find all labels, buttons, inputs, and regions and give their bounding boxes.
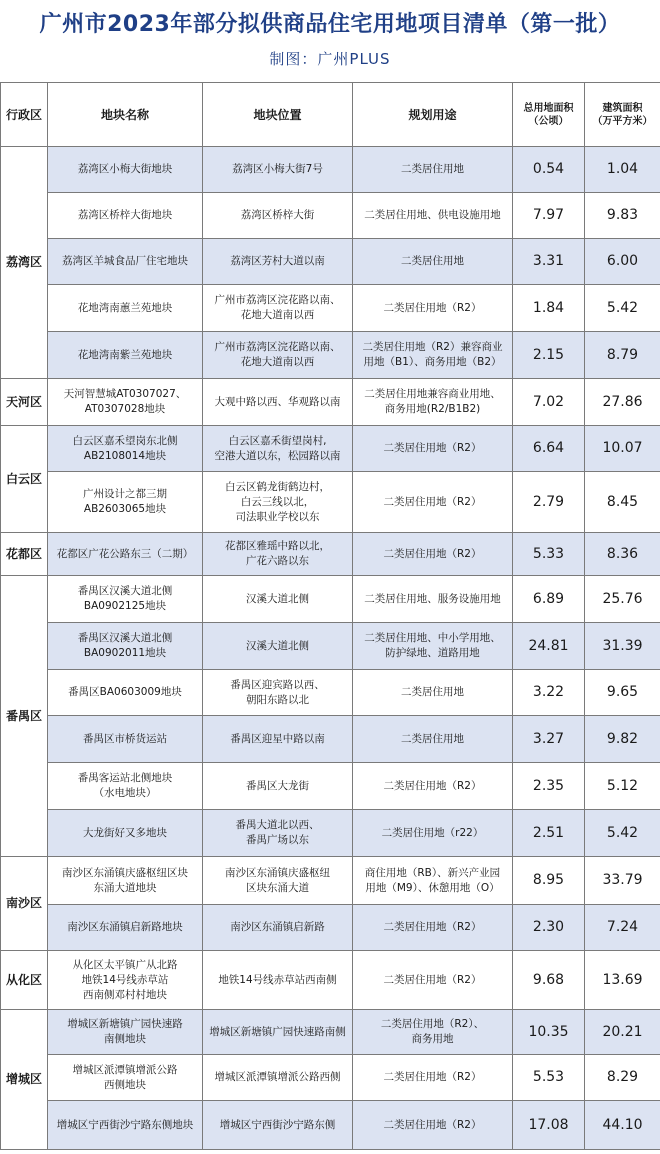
- plot-name-cell: 番禺区BA0603009地块: [48, 670, 203, 716]
- floor-area-cell: 5.42: [585, 810, 660, 857]
- plot-name-cell: 荔湾区小梅大街地块: [48, 147, 203, 193]
- plot-name-cell: 花地湾南蕙兰苑地块: [48, 285, 203, 332]
- district-cell: 白云区: [1, 426, 48, 533]
- planned-usage-cell: 二类居住用地（R2）: [353, 285, 513, 332]
- total-area-cell: 6.89: [513, 576, 585, 623]
- plot-location-cell: 广州市荔湾区浣花路以南、 花地大道南以西: [203, 332, 353, 379]
- planned-usage-cell: 二类居住用地（r22）: [353, 810, 513, 857]
- planned-usage-cell: 二类居住用地（R2）: [353, 1101, 513, 1150]
- header-planned-usage: 规划用途: [353, 83, 513, 147]
- planned-usage-cell: 二类居住用地、服务设施用地: [353, 576, 513, 623]
- table-body: [1, 147, 660, 1150]
- total-area-cell: 1.84: [513, 285, 585, 332]
- plot-location-cell: 南沙区东涌镇启新路: [203, 905, 353, 951]
- header-plot-name: 地块名称: [48, 83, 203, 147]
- district-cell: 番禺区: [1, 576, 48, 857]
- table-row: [1, 623, 660, 670]
- floor-area-cell: 8.36: [585, 533, 660, 576]
- district-cell: 增城区: [1, 1010, 48, 1150]
- planned-usage-cell: 二类居住用地、供电设施用地: [353, 193, 513, 239]
- plot-name-cell: 广州设计之都三期 AB2603065地块: [48, 472, 203, 533]
- plot-location-cell: 白云区嘉禾街望岗村, 空港大道以东，松园路以南: [203, 426, 353, 472]
- table-row: [1, 147, 660, 193]
- plot-location-cell: 荔湾区芳村大道以南: [203, 239, 353, 285]
- plot-name-cell: 大龙街好又多地块: [48, 810, 203, 857]
- table-row: [1, 905, 660, 951]
- plot-location-cell: 番禺区大龙街: [203, 763, 353, 810]
- total-area-cell: 7.02: [513, 379, 585, 426]
- table-row: [1, 810, 660, 857]
- planned-usage-cell: 二类居住用地（R2）、 商务用地: [353, 1010, 513, 1055]
- district-cell: 天河区: [1, 379, 48, 426]
- table-row: [1, 533, 660, 576]
- plot-location-cell: 荔湾区桥梓大街: [203, 193, 353, 239]
- plot-location-cell: 增城区宁西街沙宁路东侧: [203, 1101, 353, 1150]
- total-area-cell: 2.79: [513, 472, 585, 533]
- floor-area-cell: 7.24: [585, 905, 660, 951]
- plot-location-cell: 番禺区迎宾路以西、 朝阳东路以北: [203, 670, 353, 716]
- plot-name-cell: 从化区太平镇广从北路 地铁14号线赤草站 西南侧邓村村地块: [48, 951, 203, 1010]
- plot-location-cell: 番禺区迎星中路以南: [203, 716, 353, 763]
- floor-area-cell: 27.86: [585, 379, 660, 426]
- plot-location-cell: 花都区雅瑶中路以北， 广花六路以东: [203, 533, 353, 576]
- planned-usage-cell: 二类居住用地: [353, 716, 513, 763]
- planned-usage-cell: 二类居住用地: [353, 239, 513, 285]
- total-area-cell: 3.31: [513, 239, 585, 285]
- plot-location-cell: 增城区新塘镇广园快速路南侧: [203, 1010, 353, 1055]
- plot-location-cell: 汉溪大道北侧: [203, 623, 353, 670]
- floor-area-cell: 10.07: [585, 426, 660, 472]
- table-row: [1, 1101, 660, 1150]
- planned-usage-cell: 二类居住用地（R2）: [353, 1055, 513, 1101]
- page-title: 广州市2023年部分拟供商品住宅用地项目清单（第一批）: [39, 12, 621, 37]
- floor-area-cell: 44.10: [585, 1101, 660, 1150]
- table-row: [1, 193, 660, 239]
- plot-name-cell: 荔湾区羊城食品厂住宅地块: [48, 239, 203, 285]
- plot-name-cell: 天河智慧城AT0307027、 AT0307028地块: [48, 379, 203, 426]
- floor-area-cell: 9.65: [585, 670, 660, 716]
- plot-location-cell: 汉溪大道北侧: [203, 576, 353, 623]
- table-row: [1, 379, 660, 426]
- plot-name-cell: 增城区宁西街沙宁路东侧地块: [48, 1101, 203, 1150]
- floor-area-cell: 33.79: [585, 857, 660, 905]
- plot-name-cell: 花都区广花公路东三（二期）: [48, 533, 203, 576]
- header-total-area: 总用地面积 （公顷）: [513, 83, 585, 147]
- planned-usage-cell: 二类居住用地: [353, 670, 513, 716]
- floor-area-cell: 8.79: [585, 332, 660, 379]
- table-row: [1, 332, 660, 379]
- table-row: [1, 285, 660, 332]
- floor-area-cell: 6.00: [585, 239, 660, 285]
- planned-usage-cell: 二类居住用地、中小学用地、 防护绿地、道路用地: [353, 623, 513, 670]
- planned-usage-cell: 二类居住用地（R2）兼容商业 用地（B1）、商务用地（B2）: [353, 332, 513, 379]
- plot-name-cell: 番禺区市桥货运站: [48, 716, 203, 763]
- total-area-cell: 5.33: [513, 533, 585, 576]
- total-area-cell: 2.30: [513, 905, 585, 951]
- table-row: [1, 239, 660, 285]
- page-subtitle: 制图：广州PLUS: [269, 50, 391, 68]
- floor-area-cell: 8.29: [585, 1055, 660, 1101]
- floor-area-cell: 9.82: [585, 716, 660, 763]
- plot-name-cell: 南沙区东涌镇庆盛枢纽区块 东涌大道地块: [48, 857, 203, 905]
- plot-location-cell: 地铁14号线赤草站西南侧: [203, 951, 353, 1010]
- table-row: [1, 670, 660, 716]
- planned-usage-cell: 二类居住用地（R2）: [353, 533, 513, 576]
- total-area-cell: 3.27: [513, 716, 585, 763]
- total-area-cell: 5.53: [513, 1055, 585, 1101]
- total-area-cell: 8.95: [513, 857, 585, 905]
- total-area-cell: 10.35: [513, 1010, 585, 1055]
- table-row: [1, 857, 660, 905]
- floor-area-cell: 5.12: [585, 763, 660, 810]
- total-area-cell: 17.08: [513, 1101, 585, 1150]
- total-area-cell: 2.35: [513, 763, 585, 810]
- floor-area-cell: 25.76: [585, 576, 660, 623]
- planned-usage-cell: 二类居住用地（R2）: [353, 472, 513, 533]
- floor-area-cell: 8.45: [585, 472, 660, 533]
- plot-location-cell: 大观中路以西、华观路以南: [203, 379, 353, 426]
- table-row: [1, 576, 660, 623]
- plot-location-cell: 荔湾区小梅大街7号: [203, 147, 353, 193]
- district-cell: 荔湾区: [1, 147, 48, 379]
- floor-area-cell: 9.83: [585, 193, 660, 239]
- table-row: [1, 426, 660, 472]
- plot-name-cell: 荔湾区桥梓大街地块: [48, 193, 203, 239]
- plot-location-cell: 番禺大道北以西、 番禺广场以东: [203, 810, 353, 857]
- planned-usage-cell: 商住用地（RB）、新兴产业园 用地（M9）、休憩用地（O）: [353, 857, 513, 905]
- table-row: [1, 716, 660, 763]
- plot-name-cell: 花地湾南紫兰苑地块: [48, 332, 203, 379]
- total-area-cell: 6.64: [513, 426, 585, 472]
- plot-name-cell: 增城区派潭镇增派公路 西侧地块: [48, 1055, 203, 1101]
- plot-location-cell: 广州市荔湾区浣花路以南、 花地大道南以西: [203, 285, 353, 332]
- header-floor-area: 建筑面积 （万平方米）: [585, 83, 660, 147]
- planned-usage-cell: 二类居住用地（R2）: [353, 905, 513, 951]
- table-header-row: [1, 83, 660, 147]
- plot-name-cell: 番禺区汉溪大道北侧 BA0902011地块: [48, 623, 203, 670]
- header-plot-location: 地块位置: [203, 83, 353, 147]
- floor-area-cell: 1.04: [585, 147, 660, 193]
- total-area-cell: 9.68: [513, 951, 585, 1010]
- table-row: [1, 763, 660, 810]
- floor-area-cell: 13.69: [585, 951, 660, 1010]
- plot-location-cell: 白云区鹤龙街鹤边村， 白云三线以北， 司法职业学校以东: [203, 472, 353, 533]
- plot-location-cell: 增城区派潭镇增派公路西侧: [203, 1055, 353, 1101]
- table-row: [1, 1055, 660, 1101]
- floor-area-cell: 31.39: [585, 623, 660, 670]
- total-area-cell: 0.54: [513, 147, 585, 193]
- planned-usage-cell: 二类居住用地（R2）: [353, 763, 513, 810]
- land-plot-table: [0, 82, 660, 1150]
- total-area-cell: 24.81: [513, 623, 585, 670]
- floor-area-cell: 5.42: [585, 285, 660, 332]
- table-row: [1, 951, 660, 1010]
- plot-name-cell: 白云区嘉禾望岗东北侧 AB2108014地块: [48, 426, 203, 472]
- plot-name-cell: 南沙区东涌镇启新路地块: [48, 905, 203, 951]
- district-cell: 南沙区: [1, 857, 48, 951]
- total-area-cell: 2.15: [513, 332, 585, 379]
- plot-name-cell: 番禺区汉溪大道北侧 BA0902125地块: [48, 576, 203, 623]
- floor-area-cell: 20.21: [585, 1010, 660, 1055]
- header-district: 行政区: [1, 83, 48, 147]
- total-area-cell: 3.22: [513, 670, 585, 716]
- planned-usage-cell: 二类居住用地兼容商业用地、 商务用地(R2/B1B2): [353, 379, 513, 426]
- plot-name-cell: 番禺客运站北侧地块 （水电地块）: [48, 763, 203, 810]
- planned-usage-cell: 二类居住用地: [353, 147, 513, 193]
- table-row: [1, 472, 660, 533]
- table-row: [1, 1010, 660, 1055]
- plot-name-cell: 增城区新塘镇广园快速路 南侧地块: [48, 1010, 203, 1055]
- district-cell: 从化区: [1, 951, 48, 1010]
- planned-usage-cell: 二类居住用地（R2）: [353, 426, 513, 472]
- plot-location-cell: 南沙区东涌镇庆盛枢纽 区块东涌大道: [203, 857, 353, 905]
- total-area-cell: 7.97: [513, 193, 585, 239]
- total-area-cell: 2.51: [513, 810, 585, 857]
- district-cell: 花都区: [1, 533, 48, 576]
- planned-usage-cell: 二类居住用地（R2）: [353, 951, 513, 1010]
